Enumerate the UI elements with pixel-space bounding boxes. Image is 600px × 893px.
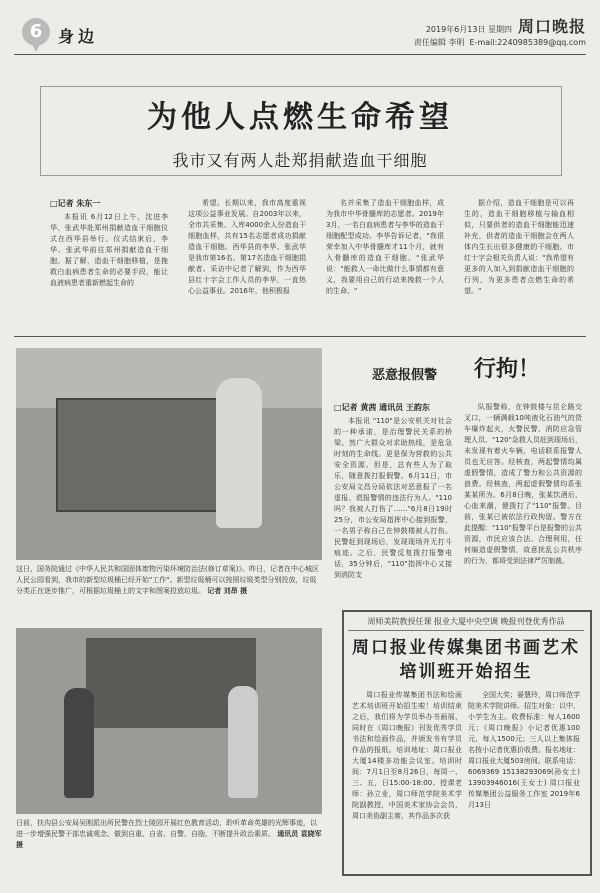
main-article-text-3: 名并采集了造血干细胞血样，成为我市中华骨髓库的志愿者。2019年3月，一名白血病患者与李华的造血干细胞配型成功。李华告诉记者，"我很荣幸加入中华骨髓库才11个月，就有入骨髓库的造血干细胞。"张武华说："能救人一命比做什么事情都有意义，我要用自己的行动来挽救一个人的生命。" [326,199,444,295]
main-article-text-1: 本报讯 6月12日上午，沈进李华、张武华赴郑州捐献造血干细胞仪式在西华县举行。仪式结束后，李华、张武华前往郑州捐献造血干细胞。据了解，造血干细胞移植，是挽救白血病患者生命的必要手段，能让血液病患者重新燃起生命的 [50,213,168,287]
paper-logo: 周口晚报 [517,17,586,36]
photo2-credit: 通讯员 袁晓军 摄 [16,830,322,849]
main-article-text-4: 据介绍，造血干细胞是可以再生的，造血干细胞移植与输血相似，只要供者的造血干细胞能迅速补充，供者的造血干细胞会在两人体内生长出很多健康的干细胞。市红十字会相关负责人说："我希望有更多的人加入到捐献造血干细胞的行列，为更多患者点燃生命的希望。" [464,199,574,295]
ad-text-1: 周口报业传媒集团书法和绘画艺术培训班开始招生啦！培训结束之后，我们将为学员举办书画展，同时在《周口晚报》刊发优秀学员书法和绘画作品，并颁发书有学员作品的报纸。培训地址：周口报业大厦14楼多功能会议室。培训时间：7月1日至8月26日，每周一、三、五，日15:00-18:00。授课老师：孙立业，周口师范学院美术学院副教授，中国美术家协会会员，周口美协副主席，其作品多次获 [352,691,462,820]
main-article-column-1 [50,212,168,324]
photo1-caption-text: 这日，国务院通过《中华人民共和国固体废物污染环境防治法(修订草案)》。昨日，记者在中心城区人民公园看到，我市的新型垃圾桶已经开始"工作"。新型垃圾桶可以按照垃圾类型分别投放，垃圾分类正在逐步推广，可根据垃圾桶上的文字和图案投放垃圾。 [16,565,319,595]
officer-figure-right [228,686,258,798]
main-article-text-2: 希望。长期以来，我市高度重视这项公益事业发展。自2003年以来，全市共采集、入库4000余人份造血干细胞血样，共有15名志愿者成功捐献造血干细胞。西华县的李华、张武华是我市第16名、第17名造血干细胞捐献者。采访中记者了解到，作为西华县红十字会工作人员的李华，一直热心公益事业。2016年，他积极报 [188,199,306,295]
warning-column-1 [334,416,452,600]
photo2-caption-text: 日前，扶沟县公安局吴刚派出所民警在烈士陵园开展红色教育活动，聆听革命英雄的光辉事迹，以进一步增强民警干部忠诚观念、做到自重、自省、自警、自励，不断提升政治素质。 [16,819,317,838]
section-divider [14,336,586,337]
header-date: 2019年6月13日 星期四 [425,25,512,34]
page-number: 6 [29,21,43,42]
photo1-credit: 记者 刘昂 摄 [207,587,248,595]
section-title: 身边 [58,27,99,46]
main-article-column-2 [188,198,306,324]
ad-column-1 [352,690,462,866]
header-editor: 责任编辑 李明 [413,38,465,47]
main-reporter: □记者 朱东一 [50,199,101,208]
warning-big-title: 行拘！ [474,356,541,382]
ad-text-2: 全国大奖；晏慧玲，周口师范学院美术学院讲师。招生对象：以中、小学生为主。收费标准：每人1600元；《周口晚报》小记者优惠100元，每人1500元；三人以上集体报名按小记者优惠价收费。报名地址：周口报业大厦503房间。联系电话：6069369 15138293069(孙女士) 13903946016(王女士) 周口报业传媒集团公益服务工作室 2019年6月13日 [468,691,580,809]
main-article-column-4 [464,198,574,324]
header-divider [14,54,586,55]
header-info [414,14,586,49]
photo-trash-bins [16,348,322,560]
officer-figure-left [64,688,94,798]
warning-title: 恶意报假警 [372,368,438,383]
photo1-caption [16,564,322,604]
main-article-column-3 [326,198,444,324]
warning-text-1: 本报讯 "110"是公安机关对社会的一种承诺，是治理警民关系的桥梁。然广大群众对求助热线，是危急时刻的生命线。更是保为营救的公共安全资源。但是，总有些人为了取乐，随意拨打报假警。6月11日，市公安局文昌分局依法对恶意报了一名虚报、谎报警情的违法行为人。"110吗？我被人打伤了……"6月8日19时25分，市公安局指挥中心接到报警，一名男子称自己在钟鼓楼被人打伤。民警赶到现场后，发现现场并无打斗痕迹。之后，民警反复拨打报警电话，35分钟后，"110"指挥中心又接到消防支 [334,417,452,579]
ad-column-2 [468,690,580,866]
page-number-badge [22,18,50,46]
ad-top-line: 周师美院教授任课 报业大厦中央空调 晚报刊登优秀作品 [348,616,584,631]
ad-title: 周口报业传媒集团书画艺术培训班开始招生 [352,638,580,682]
main-subheadline: 我市又有两人赴郑捐献造血干细胞 [172,151,428,170]
child-figure [216,378,262,528]
photo2-caption [16,818,322,862]
warning-text-2: 队报警称，在钟鼓楼与昆仑路交叉口，一辆满载10吨液化石油气的货车爆炸起火，火警民警、消防应急管理人员、"120"急救人员赶到现场后，未发现有着火车辆，电话联系报警人员也无应答。经核查，两起警情均属虚假警情，造成了警力和公共资源的浪费。经核查，两起虚假警情均系张某某所为。6月8日晚，张某饮酒后，心血来潮，便拨打了"110"报警。目前，张某已被依法行政拘留。警方在此提醒："110"报警平台是报警的公共资源，市民应该合法、合理利用，任何编造虚假警情，故意扰乱公共秩序的行为，都将受到法律严厉制裁。 [464,403,582,565]
main-headline: 为他人点燃生命希望 [147,100,453,135]
warning-column-2 [464,402,582,600]
header-email: E-mail:2240985389@qq.com [469,38,586,47]
photo-police-memorial [16,628,322,814]
warning-reporter: □记者 黄茜 通讯员 王韵东 [334,403,430,412]
